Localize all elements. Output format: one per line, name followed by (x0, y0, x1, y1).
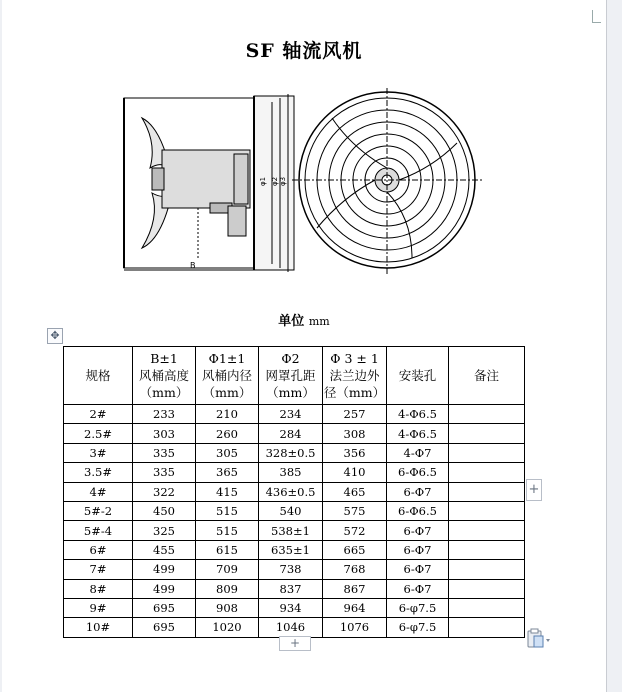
add-row-button[interactable] (279, 636, 311, 651)
table-cell[interactable]: 356 (323, 443, 387, 462)
label-phi3: φ3 (279, 176, 287, 186)
table-cell[interactable]: 6-Φ7 (387, 560, 449, 579)
label-phi1: φ1 (259, 176, 267, 186)
clipboard-icon (528, 629, 550, 647)
table-cell[interactable]: 6-Φ7 (387, 482, 449, 501)
spec-table (63, 346, 525, 638)
table-cell[interactable]: 2# (64, 405, 133, 424)
table-cell[interactable]: 768 (323, 560, 387, 579)
table-cell[interactable] (449, 540, 525, 559)
column-header-line: （mm） (202, 385, 252, 400)
table-cell[interactable]: 1020 (196, 618, 259, 637)
table-cell[interactable]: 964 (323, 598, 387, 617)
table-cell[interactable]: 328±0.5 (259, 443, 323, 462)
table-cell[interactable]: 3.5# (64, 463, 133, 482)
table-cell[interactable]: 615 (196, 540, 259, 559)
label-phi2: φ2 (271, 176, 279, 186)
table-row (64, 540, 525, 559)
table-cell[interactable]: 9# (64, 598, 133, 617)
column-header (259, 347, 323, 405)
column-header-line: 法兰边外 (329, 368, 380, 383)
column-header-line: 网罩孔距 (265, 368, 316, 383)
table-cell[interactable]: 234 (259, 405, 323, 424)
table-cell[interactable]: 4-Φ6.5 (387, 405, 449, 424)
table-cell[interactable]: 210 (196, 405, 259, 424)
table-cell[interactable]: 6-φ7.5 (387, 598, 449, 617)
column-header-line: 径（mm） (323, 385, 386, 400)
table-cell[interactable] (449, 598, 525, 617)
column-header-line: 规格 (85, 368, 111, 383)
table-row (64, 521, 525, 540)
table-cell[interactable]: 365 (196, 463, 259, 482)
table-cell[interactable]: 6-Φ7 (387, 579, 449, 598)
table-cell[interactable]: 6-Φ7 (387, 521, 449, 540)
column-header-line: Φ1±1 (208, 351, 246, 366)
table-cell[interactable]: 8# (64, 579, 133, 598)
fan-drawing (112, 88, 492, 278)
table-cell[interactable] (449, 443, 525, 462)
column-header-line: 安装孔 (398, 368, 437, 383)
table-cell[interactable]: 6-φ7.5 (387, 618, 449, 637)
table-cell[interactable]: 515 (196, 521, 259, 540)
table-row (64, 598, 525, 617)
table-cell[interactable]: 4-Φ6.5 (387, 424, 449, 443)
add-column-button[interactable] (526, 479, 542, 501)
table-cell[interactable]: 934 (259, 598, 323, 617)
table-cell[interactable]: 695 (133, 618, 196, 637)
table-row (64, 463, 525, 482)
table-cell[interactable]: 6-Φ6.5 (387, 501, 449, 520)
column-header-line: 备注 (473, 368, 499, 383)
document-page (2, 0, 607, 692)
table-cell[interactable] (449, 463, 525, 482)
table-cell[interactable]: 499 (133, 579, 196, 598)
table-cell[interactable] (449, 579, 525, 598)
table-cell[interactable]: 6-Φ7 (387, 540, 449, 559)
table-cell[interactable]: 325 (133, 521, 196, 540)
column-header-line: 风桶高度 (138, 368, 189, 383)
table-cell[interactable]: 450 (133, 501, 196, 520)
table-cell[interactable] (449, 482, 525, 501)
table-cell[interactable]: 4# (64, 482, 133, 501)
table-cell[interactable]: 5#-2 (64, 501, 133, 520)
column-header-line: Φ 3 ± 1 (330, 351, 379, 366)
table-cell[interactable]: 4-Φ7 (387, 443, 449, 462)
table-cell[interactable]: 410 (323, 463, 387, 482)
table-cell[interactable]: 7# (64, 560, 133, 579)
table-cell[interactable]: 695 (133, 598, 196, 617)
table-cell[interactable]: 436±0.5 (259, 482, 323, 501)
column-header-line: 风桶内径 (201, 368, 252, 383)
page-corner-mark (592, 10, 601, 23)
column-header (196, 347, 259, 405)
table-cell[interactable]: 322 (133, 482, 196, 501)
table-row (64, 482, 525, 501)
table-row (64, 579, 525, 598)
table-cell[interactable]: 305 (196, 443, 259, 462)
document-title: SF 轴流风机 (245, 40, 363, 62)
plus-icon: + (289, 636, 301, 650)
label-b: B (190, 261, 196, 270)
table-row (64, 443, 525, 462)
table-cell[interactable] (449, 521, 525, 540)
table-cell[interactable]: 308 (323, 424, 387, 443)
table-cell[interactable]: 515 (196, 501, 259, 520)
table-cell[interactable] (449, 405, 525, 424)
table-cell[interactable]: 455 (133, 540, 196, 559)
table-cell[interactable]: 335 (133, 463, 196, 482)
table-row (64, 560, 525, 579)
table-cell[interactable]: 809 (196, 579, 259, 598)
unit-caption (2, 310, 606, 329)
table-cell[interactable]: 665 (323, 540, 387, 559)
table-row (64, 618, 525, 637)
column-header-line: B±1 (150, 351, 178, 366)
table-cell[interactable] (449, 424, 525, 443)
paste-options-button[interactable] (526, 628, 552, 650)
table-row (64, 405, 525, 424)
table-cell[interactable]: 260 (196, 424, 259, 443)
table-cell[interactable]: 572 (323, 521, 387, 540)
move-arrows-icon: ✥ (50, 329, 60, 342)
table-row (64, 501, 525, 520)
column-header-line: Φ2 (281, 351, 300, 366)
table-cell[interactable]: 1046 (259, 618, 323, 637)
table-cell[interactable]: 499 (133, 560, 196, 579)
table-cell[interactable]: 540 (259, 501, 323, 520)
table-cell[interactable]: 709 (196, 560, 259, 579)
plus-icon: + (528, 482, 540, 497)
table-cell[interactable]: 465 (323, 482, 387, 501)
table-cell[interactable]: 538±1 (259, 521, 323, 540)
table-cell[interactable] (449, 501, 525, 520)
table-cell[interactable]: 738 (259, 560, 323, 579)
unit-label: 单位 (278, 314, 305, 329)
table-cell[interactable]: 2.5# (64, 424, 133, 443)
table-header-row (64, 347, 525, 405)
column-header-line: （mm） (266, 385, 315, 400)
table-cell[interactable]: 3# (64, 443, 133, 462)
table-cell[interactable]: 385 (259, 463, 323, 482)
table-cell[interactable] (449, 560, 525, 579)
table-cell[interactable]: 635±1 (259, 540, 323, 559)
column-header (323, 347, 387, 405)
table-cell[interactable]: 10# (64, 618, 133, 637)
table-cell[interactable]: 1076 (323, 618, 387, 637)
column-header (387, 347, 449, 405)
table-row (64, 424, 525, 443)
column-header (449, 347, 525, 405)
table-cell[interactable]: 233 (133, 405, 196, 424)
table-cell[interactable]: 415 (196, 482, 259, 501)
table-cell[interactable] (449, 618, 525, 637)
table-cell[interactable]: 575 (323, 501, 387, 520)
table-cell[interactable]: 303 (133, 424, 196, 443)
column-header (64, 347, 133, 405)
table-cell[interactable]: 867 (323, 579, 387, 598)
unit-value: mm (308, 315, 330, 328)
table-move-handle[interactable] (47, 328, 63, 344)
table-cell[interactable]: 908 (196, 598, 259, 617)
column-header (133, 347, 196, 405)
table-cell[interactable]: 837 (259, 579, 323, 598)
table-cell[interactable]: 335 (133, 443, 196, 462)
table-cell[interactable]: 257 (323, 405, 387, 424)
table-cell[interactable]: 284 (259, 424, 323, 443)
table-cell[interactable]: 6# (64, 540, 133, 559)
column-header-line: （mm） (139, 385, 189, 400)
table-cell[interactable]: 5#-4 (64, 521, 133, 540)
table-cell[interactable]: 6-Φ6.5 (387, 463, 449, 482)
